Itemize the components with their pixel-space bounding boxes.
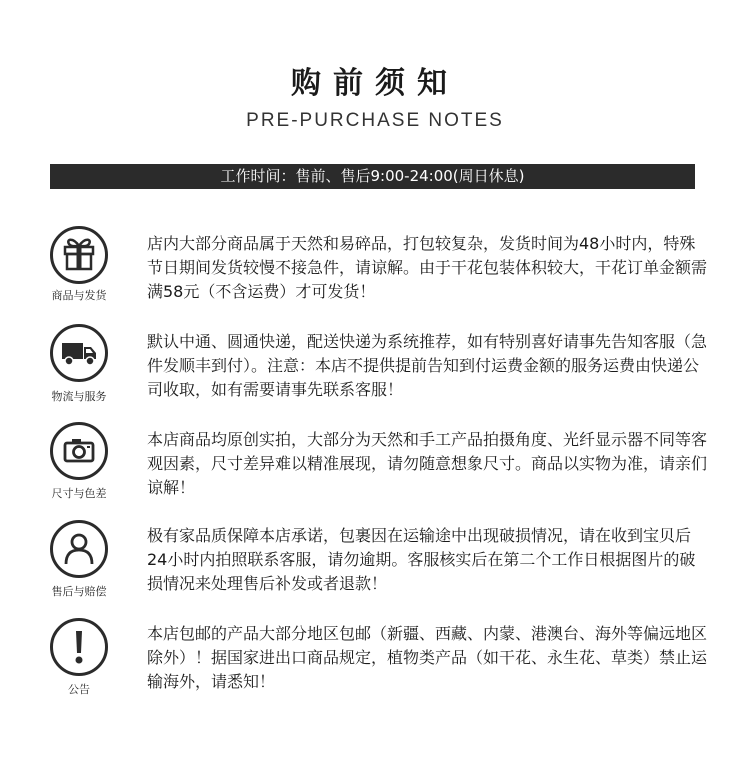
section-after-sales [0,520,750,610]
section-text: 默认中通、圆通快递，配送快递为系统推荐，如有特别喜好请事先告知客服（急件发顺丰到付）。注意：本店不提供提前告知到付运费金额的服务运费由快递公司收取，如有需要请事先联系客服！ [147,332,708,399]
user-icon [50,520,108,578]
section-label: 物流与服务 [51,390,107,403]
section-label: 公告 [68,683,90,696]
section-size-color [0,422,750,512]
page-subtitle: PRE-PURCHASE NOTES [246,110,504,131]
section-product-shipping [0,226,750,316]
section-label: 售后与赔偿 [51,585,107,598]
page-title: 购前须知 [291,66,459,101]
section-label: 商品与发货 [51,289,107,302]
gift-icon [50,226,108,284]
section-text: 本店包邮的产品大部分地区包邮（新疆、西藏、内蒙、港澳台、海外等偏远地区除外）！据国家进出口商品规定，植物类产品（如干花、永生花、草类）禁止运输海外，请悉知！ [147,624,708,691]
section-logistics-service [0,324,750,414]
working-hours-bar: 工作时间：售前、售后9:00-24:00(周日休息) [50,164,695,189]
section-announcement [0,618,750,708]
exclamation-icon [50,618,108,676]
section-text: 店内大部分商品属于天然和易碎品，打包较复杂，发货时间为48小时内，特殊节日期间发货较慢不接急件，请谅解。由于干花包装体积较大，干花订单金额需满58元（不含运费）才可发货！ [147,234,708,301]
section-text: 极有家品质保障本店承诺，包裹因在运输途中出现破损情况，请在收到宝贝后24小时内拍照联系客服，请勿逾期。客服核实后在第二个工作日根据图片的破损情况来处理售后补发或者退款！ [147,526,696,593]
camera-icon [50,422,108,480]
section-label: 尺寸与色差 [51,487,107,500]
section-text: 本店商品均原创实拍，大部分为天然和手工产品拍摄角度、光纤显示器不同等客观因素，尺寸差异难以精准展现，请勿随意想象尺寸。商品以实物为准，请亲们谅解！ [147,430,708,497]
truck-icon [50,324,108,382]
